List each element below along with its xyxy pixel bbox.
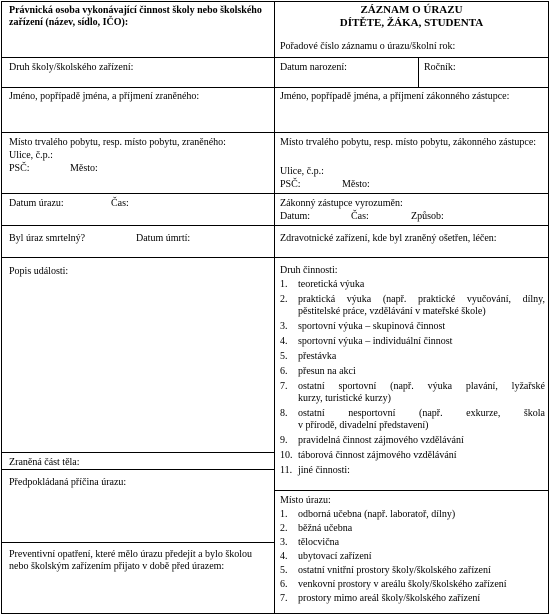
guardian-residence-text: Místo trvalého pobytu, resp. místo pobytu, zákonného zástupce: bbox=[280, 137, 537, 148]
injury-place-number: 4. bbox=[280, 551, 288, 562]
grade-label: Ročník: bbox=[424, 62, 456, 73]
order-number-label: Pořadové číslo záznamu o úrazu/školní rok: bbox=[280, 41, 456, 52]
activity-type-text: v přírodě, divadelní představení) bbox=[298, 420, 429, 431]
activity-type-number: 10. bbox=[280, 450, 293, 461]
right-row-line bbox=[274, 490, 548, 491]
injury-place-text: běžná učebna bbox=[298, 523, 353, 534]
row-line bbox=[2, 132, 548, 133]
activity-type-text: praktická výuka (např. praktické vyučování, dílny, bbox=[298, 294, 545, 305]
left-row-line bbox=[2, 542, 274, 543]
injury-place-number: 7. bbox=[280, 593, 288, 604]
notified-method-label: Způsob: bbox=[411, 211, 444, 222]
injury-place-item bbox=[280, 579, 545, 590]
injury-place-item bbox=[280, 565, 545, 576]
injury-place-number: 5. bbox=[280, 565, 288, 576]
notified-date-label: Datum: bbox=[280, 211, 310, 222]
injury-place-number: 6. bbox=[280, 579, 288, 590]
injury-place-number: 3. bbox=[280, 537, 288, 548]
left-row-line bbox=[2, 469, 274, 470]
fatal-label: Byl úraz smrtelný? bbox=[9, 233, 86, 244]
presumed-cause-label: Předpokládaná příčina úrazu: bbox=[9, 477, 127, 488]
activity-type-text: jiné činnosti: bbox=[298, 465, 350, 476]
activity-type-number: 2. bbox=[280, 294, 288, 305]
activity-type-text: ostatní sportovní (např. výuka plavání, lyžařské bbox=[298, 381, 545, 392]
row-line bbox=[2, 87, 548, 88]
injury-place-text: venkovní prostory v areálu školy/školského zařízení bbox=[298, 579, 507, 590]
guardian-name-text: Jméno, popřípadě jména, a příjmení zákonného zástupce: bbox=[280, 91, 510, 102]
activity-type-item bbox=[280, 465, 545, 477]
injury-time-label: Čas: bbox=[111, 198, 129, 209]
activity-type-number: 1. bbox=[280, 279, 288, 290]
record-title bbox=[275, 4, 548, 30]
injury-date-label: Datum úrazu: bbox=[9, 198, 64, 209]
activity-type-title: Druh činnosti: bbox=[280, 265, 338, 276]
activity-type-text: kurzy, turistické kurzy) bbox=[298, 393, 391, 404]
injury-place-text: ubytovací zařízení bbox=[298, 551, 372, 562]
activity-type-item bbox=[280, 450, 545, 462]
activity-type-item bbox=[280, 351, 545, 363]
guardian-city-label: Město: bbox=[342, 179, 370, 190]
activity-type-number: 3. bbox=[280, 321, 288, 332]
injured-city-label: Město: bbox=[70, 163, 98, 174]
injury-place-text: ostatní vnitřní prostory školy/školského zařízení bbox=[298, 565, 491, 576]
injury-place-text: odborná učebna (např. laboratoř, dílny) bbox=[298, 509, 456, 520]
guardian-psc-label: PSČ: bbox=[280, 179, 301, 190]
injury-place-number: 1. bbox=[280, 509, 288, 520]
activity-type-section bbox=[280, 265, 545, 480]
activity-type-list bbox=[280, 279, 545, 477]
legal-entity-label bbox=[9, 5, 267, 29]
injury-place-item bbox=[280, 537, 545, 548]
school-type-label: Druh školy/školského zařízení: bbox=[9, 62, 134, 73]
activity-type-item bbox=[280, 366, 545, 378]
row-line bbox=[2, 193, 548, 194]
guardian-notified-label: Zákonný zástupce vyrozuměn: bbox=[280, 198, 403, 209]
injury-place-section bbox=[280, 495, 545, 607]
activity-type-text: přesun na akci bbox=[298, 366, 356, 377]
guardian-street-label: Ulice, č.p.: bbox=[280, 166, 324, 177]
column-divider bbox=[274, 2, 275, 613]
injury-place-item bbox=[280, 593, 545, 604]
injury-record-form bbox=[1, 1, 549, 614]
row-line bbox=[2, 57, 548, 58]
activity-type-number: 11. bbox=[280, 465, 293, 476]
guardian-name-label bbox=[280, 91, 545, 102]
activity-type-item bbox=[280, 294, 545, 318]
left-row-line bbox=[2, 452, 274, 453]
preventive-measures-text: Preventivní opatření, které mělo úrazu předejít a bylo školou nebo školským zařízením přijato v době před úrazem: bbox=[9, 549, 252, 572]
activity-type-item bbox=[280, 336, 545, 348]
guardian-residence-label bbox=[280, 137, 545, 149]
injury-place-list bbox=[280, 509, 545, 604]
activity-type-item bbox=[280, 321, 545, 333]
record-title-line-2: DÍTĚTE, ŽÁKA, STUDENTA bbox=[339, 17, 484, 29]
injury-place-title: Místo úrazu: bbox=[280, 495, 331, 506]
activity-type-number: 8. bbox=[280, 408, 288, 419]
injury-place-text: tělocvična bbox=[298, 537, 340, 548]
injured-street-label: Ulice, č.p.: bbox=[9, 150, 53, 161]
row-line bbox=[2, 225, 548, 226]
legal-entity-text: Právnická osoba vykonávající činnost školy nebo školského zařízení (název, sídlo, IČO): bbox=[9, 5, 262, 28]
injury-place-text: prostory mimo areál školy/školského zařízení bbox=[298, 593, 481, 604]
activity-type-text: pěstitelské práce, vzdělávání v mateřské škole) bbox=[298, 306, 486, 317]
activity-type-item bbox=[280, 408, 545, 432]
injured-psc-label: PSČ: bbox=[9, 163, 30, 174]
injury-place-item bbox=[280, 523, 545, 534]
activity-type-text: teoretická výuka bbox=[298, 279, 365, 290]
record-title-line-1: ZÁZNAM O ÚRAZU bbox=[360, 4, 463, 16]
injury-place-item bbox=[280, 509, 545, 520]
injury-place-number: 2. bbox=[280, 523, 288, 534]
injured-name-label: Jméno, popřípadě jména, a příjmení zraněného: bbox=[9, 91, 200, 102]
birth-date-label: Datum narození: bbox=[280, 62, 347, 73]
grade-divider bbox=[418, 57, 419, 87]
injury-place-item bbox=[280, 551, 545, 562]
activity-type-item bbox=[280, 435, 545, 447]
activity-type-number: 4. bbox=[280, 336, 288, 347]
activity-type-number: 9. bbox=[280, 435, 288, 446]
activity-type-text: sportovní výuka – individuální činnost bbox=[298, 336, 453, 347]
activity-type-number: 5. bbox=[280, 351, 288, 362]
activity-type-text: sportovní výuka – skupinová činnost bbox=[298, 321, 446, 332]
death-date-label: Datum úmrtí: bbox=[136, 233, 191, 244]
activity-type-number: 6. bbox=[280, 366, 288, 377]
activity-type-text: táborová činnost zájmového vzdělávání bbox=[298, 450, 457, 461]
activity-type-item bbox=[280, 381, 545, 405]
medical-facility-label: Zdravotnické zařízení, kde byl zraněný ošetřen, léčen: bbox=[280, 233, 497, 244]
activity-type-text: přestávka bbox=[298, 351, 337, 362]
event-description-label: Popis události: bbox=[9, 266, 69, 277]
activity-type-number: 7. bbox=[280, 381, 288, 392]
notified-time-label: Čas: bbox=[351, 211, 369, 222]
activity-type-text: pravidelná činnost zájmového vzdělávání bbox=[298, 435, 464, 446]
row-line bbox=[2, 257, 548, 258]
injured-body-part-label: Zraněná část těla: bbox=[9, 457, 80, 468]
injured-residence-label: Místo trvalého pobytu, resp. místo pobytu, zraněného: bbox=[9, 137, 226, 148]
preventive-measures-label bbox=[9, 549, 271, 573]
activity-type-item bbox=[280, 279, 545, 291]
activity-type-text: ostatní nesportovní (např. exkurze, škola bbox=[298, 408, 545, 419]
